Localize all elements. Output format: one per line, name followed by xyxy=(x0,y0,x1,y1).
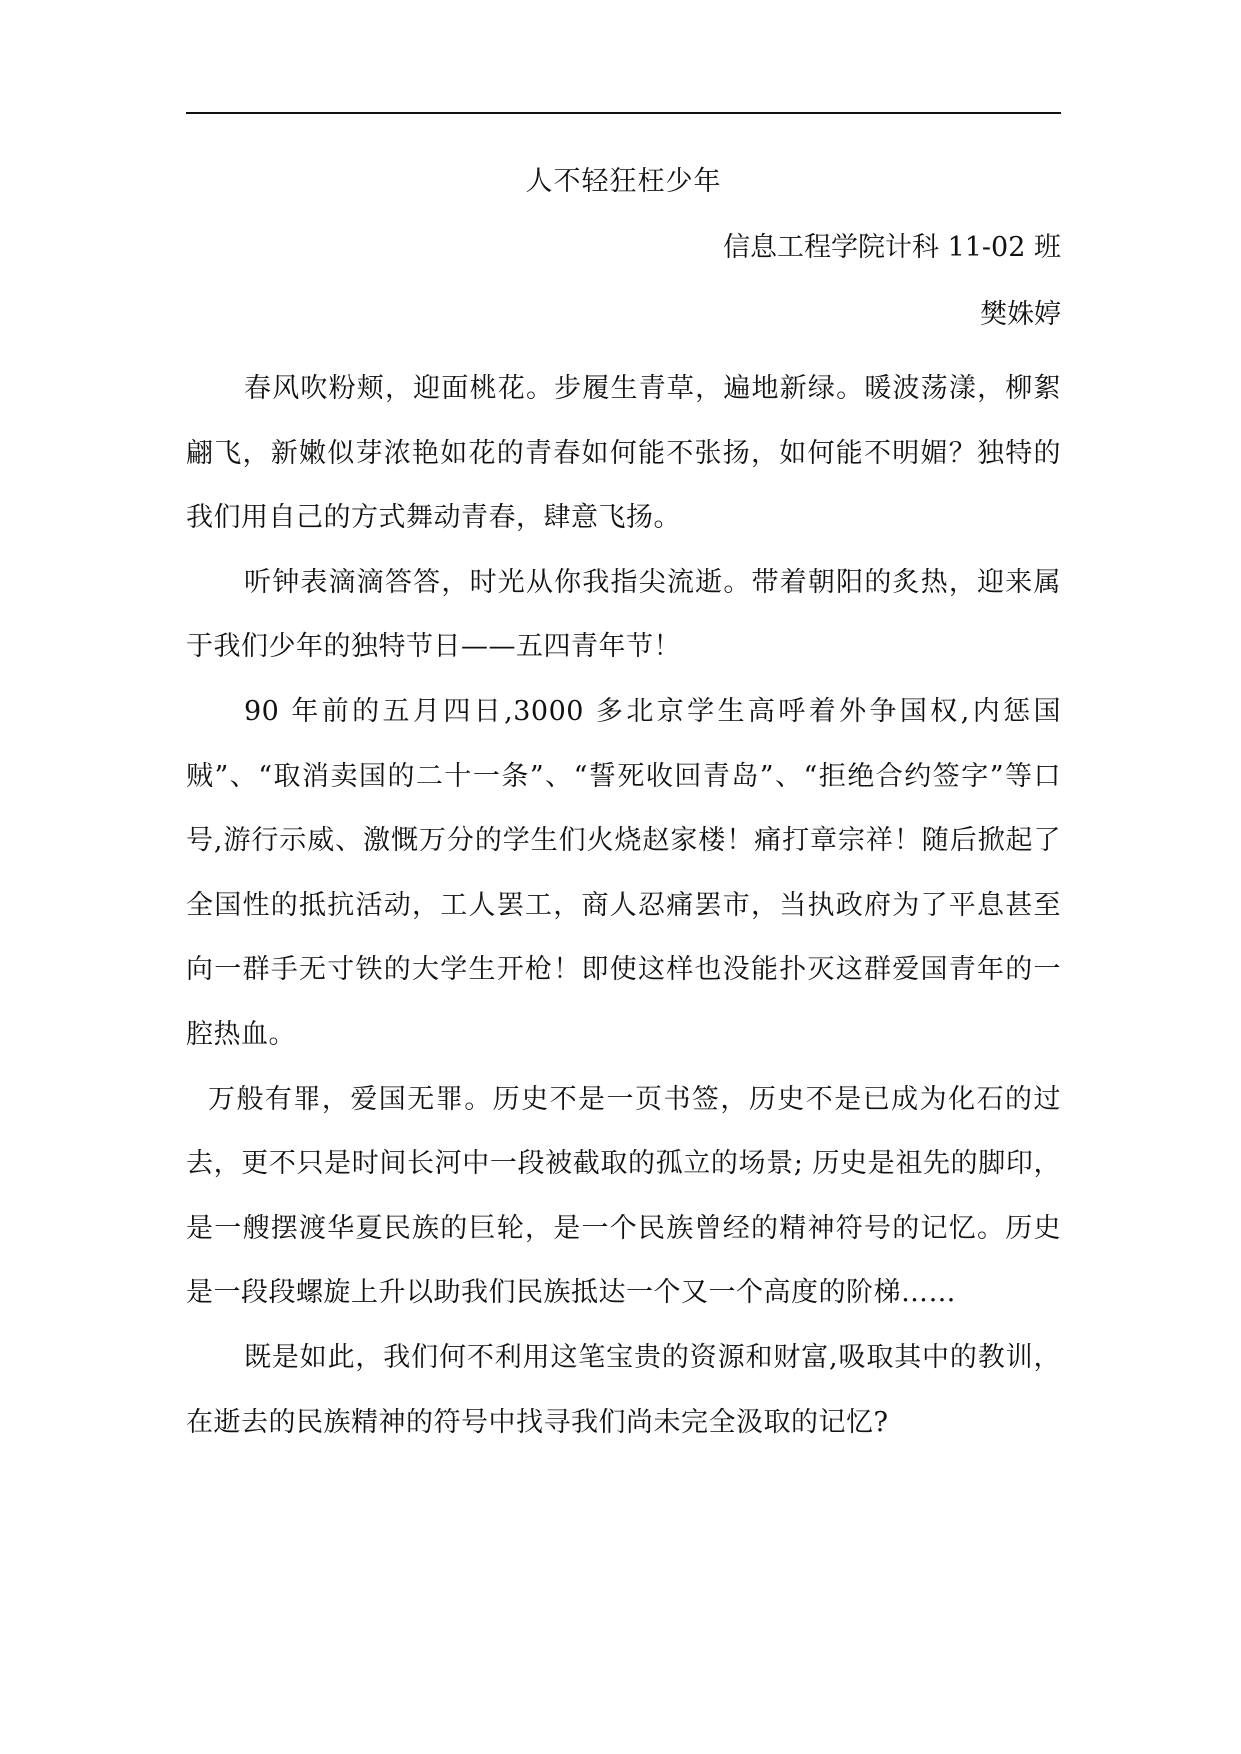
document-title: 人不轻狂枉少年 xyxy=(525,166,722,197)
paragraph: 听钟表滴滴答答，时光从你我指尖流逝。带着朝阳的炙热，迎来属于我们少年的独特节日——五四青年节！ xyxy=(186,566,1061,663)
author-organization: 信息工程学院计科 11-02 班 xyxy=(722,232,1061,263)
author-name: 樊姝婷 xyxy=(980,299,1061,330)
paragraph: 既是如此，我们何不利用这笔宝贵的资源和财富,吸取其中的教训，在逝去的民族精神的符号中找寻我们尚未完全汲取的记忆? xyxy=(186,1341,1061,1438)
document-body xyxy=(186,357,1061,1455)
paragraph: 90 年前的五月四日,3000 多北京学生高呼着外争国权,内惩国贼”、“取消卖国的二十一条”、“誓死收回青岛”、“拒绝合约签字”等口号,游行示威、激慨万分的学生们火烧赵家楼！痛打章宗祥！随后掀起了全国性的抵抗活动，工人罢工，商人忍痛罢市，当执政府为了平息甚至向一群手无寸铁的大学生开枪！即使这样也没能扑灭这群爱国青年的一腔热血。 xyxy=(186,695,1061,1050)
header-rule xyxy=(186,112,1061,114)
paragraph: 万般有罪，爱国无罪。历史不是一页书签，历史不是已成为化石的过去，更不只是时间长河中一段被截取的孤立的场景; 历史是祖先的脚印，是一艘摆渡华夏民族的巨轮，是一个民族曾经的精神符号的记忆。历史是一段段螺旋上升以助我们民族抵达一个又一个高度的阶梯…… xyxy=(186,1083,1061,1309)
paragraph: 春风吹粉颊，迎面桃花。步履生青草，遍地新绿。暖波荡漾，柳絮翩飞，新嫩似芽浓艳如花的青春如何能不张扬，如何能不明媚？独特的我们用自己的方式舞动青春，肆意飞扬。 xyxy=(186,373,1061,534)
